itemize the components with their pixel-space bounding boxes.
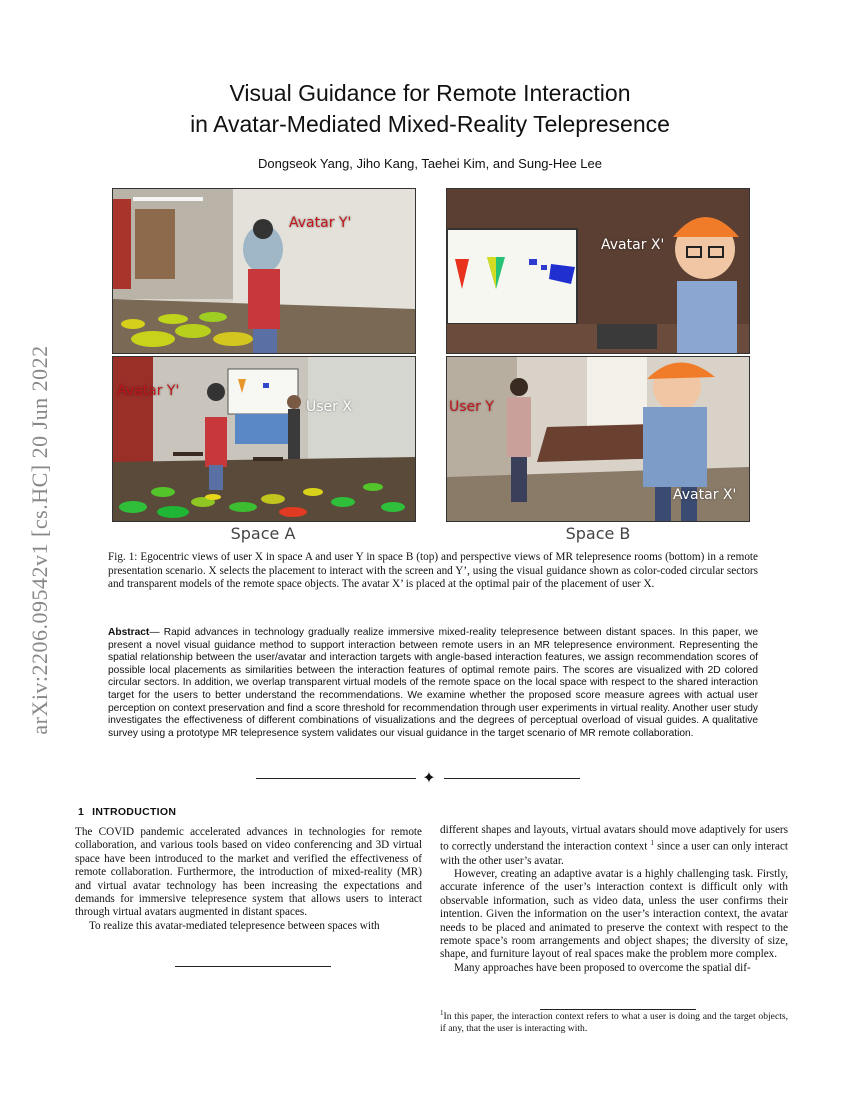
label-user-y: User Y [449, 399, 494, 415]
arxiv-stamp: arXiv:2206.09542v1 [cs.HC] 20 Jun 2022 [27, 345, 52, 735]
right-p1-text-a: different shapes and layouts, virtual avatars should move adaptively for users to correctly understand the interaction context [440, 824, 788, 854]
label-avatar-x-top: Avatar X' [601, 237, 665, 253]
photo-top-left [112, 188, 416, 354]
title-line-1: Visual Guidance for Remote Interaction [229, 80, 631, 106]
title-line-2: in Avatar-Mediated Mixed-Reality Telepresence [190, 111, 670, 137]
abstract-label: Abstract [108, 627, 150, 638]
photo-bottom-right [446, 356, 750, 522]
label-user-x: User X [306, 399, 352, 415]
divider-right [444, 778, 580, 779]
divider-left [256, 778, 416, 779]
section-title-rest: NTRODUCTION [95, 806, 177, 818]
section-title-first: I [92, 806, 96, 818]
right-p1-text-b: since a user can only interact with the other user’s avatar. [440, 841, 789, 867]
section-number: 1 [78, 806, 85, 818]
right-paragraph-3: Many approaches have been proposed to overcome the spatial dif- [454, 961, 751, 974]
left-paragraph-1: The COVID pandemic accelerated advances in technologies for remote collaboration, and various tools based on video conferencing and 3D virtual space have been introduced to the market and verified the effectiveness of remote collaboration. Furthermore, the introduction of mixed-reality (MR) and virtual avatar technology has been increasing the expectations and demands for immersive telepresence system that allows users to interact through virtual avatars augmented in distant spaces. [75, 826, 422, 919]
authors: Dongseok Yang, Jiho Kang, Taehei Kim, and Sung-Hee Lee [257, 156, 603, 171]
section-heading [78, 806, 176, 818]
space-a-label: Space A [230, 524, 296, 543]
photo-top-right [446, 188, 750, 354]
figure-caption: Fig. 1: Egocentric views of user X in space A and user Y in space B (top) and perspective views of MR telepresence rooms (bottom) in a remote presentation scenario. X selects the placement to interact with the screen and Y’, using the visual guidance shown as color-coded circular sectors and transparent models of the remote space objects. The avatar X’ is placed at the optimal pair of the placement of user X. [108, 551, 758, 591]
label-avatar-x-bottom: Avatar X' [673, 487, 737, 503]
footnote-number: 1 [440, 1009, 444, 1017]
left-column [75, 826, 422, 933]
space-b-label: Space B [565, 524, 631, 543]
divider-diamond: ✦ [422, 768, 436, 787]
footnote-ref[interactable]: 1 [650, 839, 654, 848]
abstract [108, 627, 758, 740]
right-paragraph-2: However, creating an adaptive avatar is a highly challenging task. Firstly, accurate inference of the user’s interaction context is difficult only with observable information, such as video data, unless the user confirms their intention. Given the information on the user’s interaction context, the avatar needs to be placed and animated to preserve the context with respect to the remote space’s room arrangements and object shapes; the diversity of size, shape, and furniture layout of real spaces make the problem more complex. [440, 867, 788, 961]
footnote [440, 1007, 788, 1035]
right-paragraph-1 [440, 824, 788, 868]
left-column-rule [175, 966, 331, 967]
label-avatar-y-bottom: Avatar Y' [117, 383, 180, 399]
footnote-text: In this paper, the interaction context refers to what a user is doing and the target objects, if any, that the user is interacting with. [440, 1011, 788, 1035]
abstract-text: — Rapid advances in technology gradually realize immersive mixed-reality telepresence between distant spaces. In this paper, we present a novel visual guidance method to support interaction between remote users in an MR telepresence environment. Representing the spatial relationship between the user/avatar and interaction targets with angle-based interaction features, we assign recommendation scores of possible local placements as similarities between the interaction features of optimal remote pairs. The scores are visualized with 2D colored circular sectors. In addition, we overlap transparent virtual models of the remote space on the local space with respect to the shared interaction target for the users to better understand the recommendations. We examine whether the proposed score measure agrees with actual user perception on context preservation and find a score threshold for recommendation through user experiments in virtual reality. Another user study investigates the effectiveness of different combinations of visualizations and the degrees of perceptual overload of visual guides. A qualitative survey using a prototype MR telepresence system validates our visual guidance in the target scenario of MR remote collaboration. [108, 627, 758, 739]
left-paragraph-2: To realize this avatar-mediated telepresence between spaces with [89, 919, 380, 932]
right-column [440, 824, 788, 975]
paper-title [120, 78, 740, 140]
photo-bottom-left [112, 356, 416, 522]
label-avatar-y-top: Avatar Y' [289, 215, 352, 231]
